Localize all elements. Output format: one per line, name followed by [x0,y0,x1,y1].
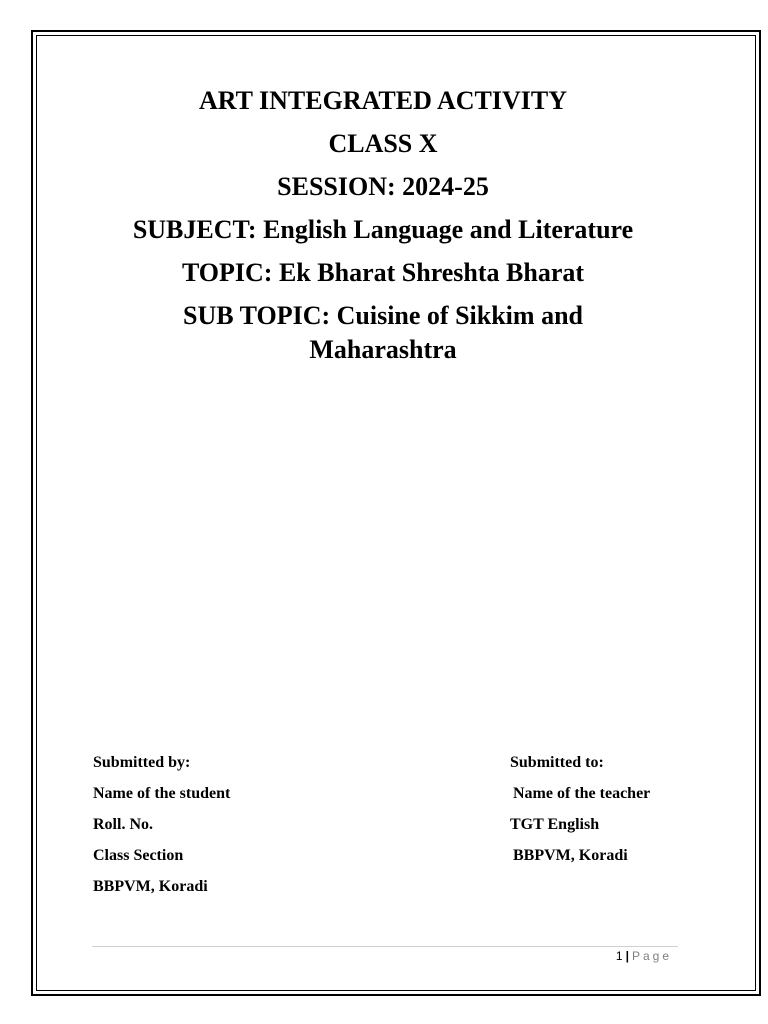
submitted-to-column [510,751,650,875]
teacher-school-line: BBPVM, Koradi [513,847,628,864]
page-number: 1 [615,949,623,963]
roll-number-line: Roll. No. [93,816,153,833]
teacher-name-line: Name of the teacher [513,785,651,802]
class-section-line: Class Section [93,847,184,864]
submitted-by-heading: Submitted by: [93,754,191,771]
student-school-line: BBPVM, Koradi [93,878,208,895]
submitted-by-column [93,751,230,906]
footer-divider [92,946,678,947]
topic-title: TOPIC: Ek Bharat Shreshta Bharat [181,258,585,287]
activity-title: ART INTEGRATED ACTIVITY [199,86,567,115]
page-separator: | [625,949,629,963]
student-name-line: Name of the student [93,785,231,802]
cover-title-block [60,84,706,367]
page-footer [616,948,672,964]
submitted-to-heading: Submitted to: [510,754,604,771]
session-title: SESSION: 2024-25 [277,172,489,201]
teacher-designation-line: TGT English [510,816,600,833]
class-title: CLASS X [328,129,438,158]
sub-topic-title-line2: Maharashtra [309,335,457,364]
subject-title: SUBJECT: English Language and Literature [132,215,634,244]
page-label: Page [631,949,672,963]
sub-topic-title-line1: SUB TOPIC: Cuisine of Sikkim and [182,301,583,330]
